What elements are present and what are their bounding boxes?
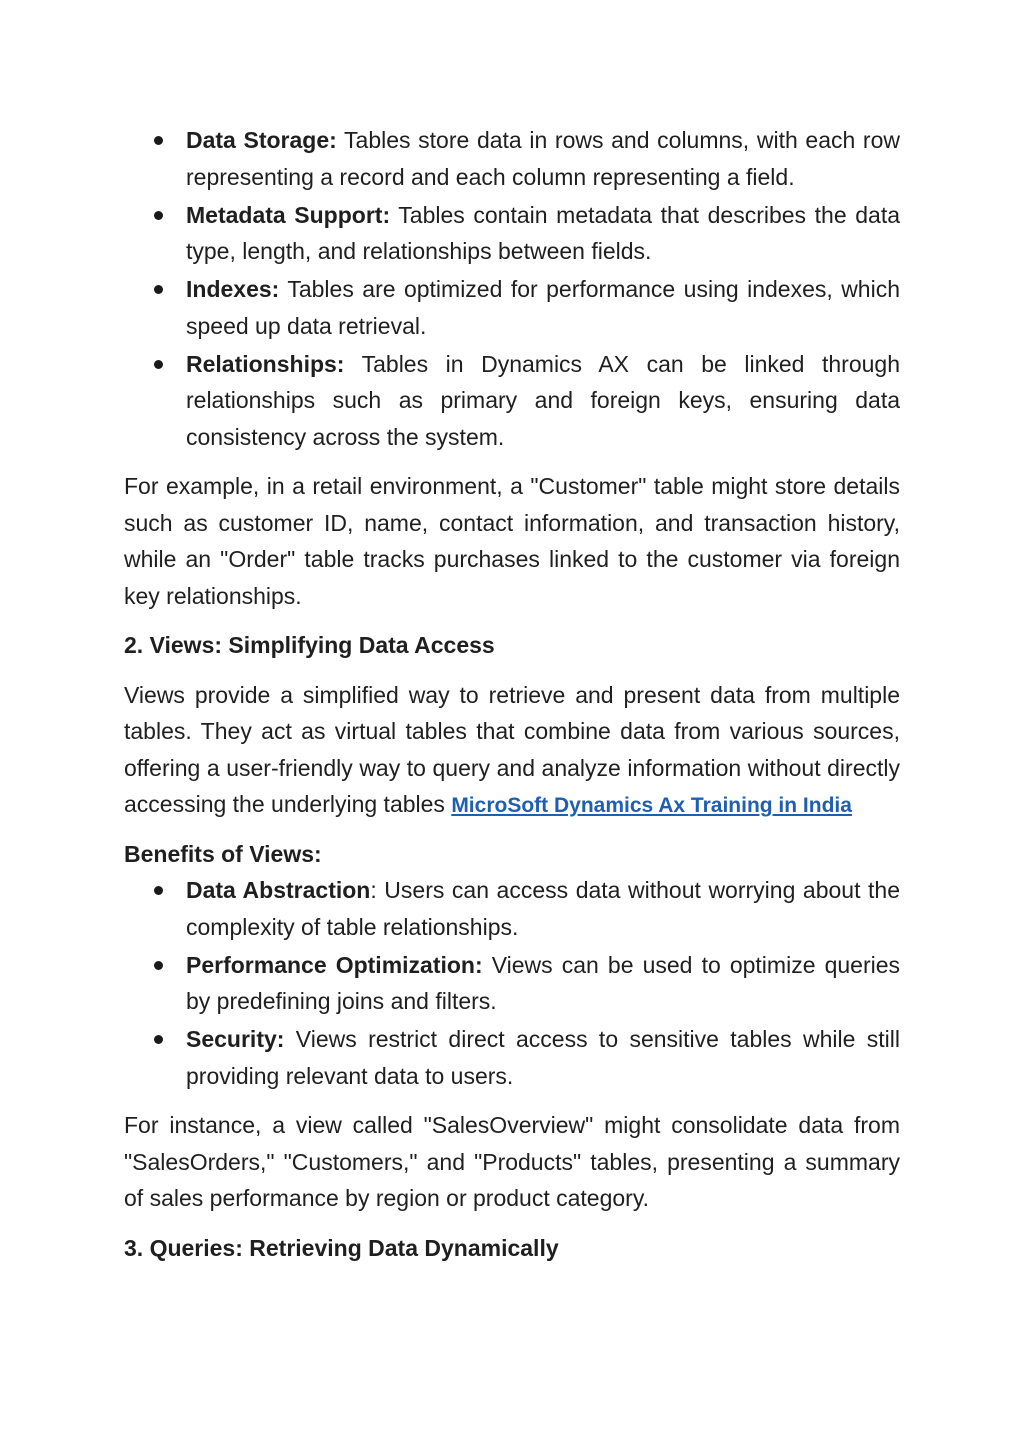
bullet-icon bbox=[154, 211, 163, 220]
list-item bbox=[186, 872, 900, 945]
list-item-term: Indexes: bbox=[186, 276, 280, 302]
list-item-term: Data Abstraction bbox=[186, 877, 371, 903]
document-page bbox=[124, 122, 900, 1266]
list-item bbox=[186, 947, 900, 1020]
benefits-list bbox=[124, 872, 900, 1094]
list-item-text: Tables store data in rows and columns, with each row representing a record and each column representing a field. bbox=[186, 127, 900, 190]
bullet-icon bbox=[154, 360, 163, 369]
list-item-term: Metadata Support: bbox=[186, 201, 391, 228]
list-item-text: : Users can access data without worrying about the complexity of table relationships. bbox=[186, 877, 900, 940]
table-features-list bbox=[124, 122, 900, 455]
list-item-text: Views can be used to optimize queries by predefining joins and filters. bbox=[186, 951, 901, 1014]
tables-example-paragraph: For example, in a retail environment, a "Customer" table might store details such as customer ID, name, contact information, and transaction history, while an "Order" table tracks purchases linked to the customer via foreign key relationships. bbox=[124, 473, 900, 609]
bullet-icon bbox=[154, 285, 163, 294]
list-item-text: Tables are optimized for performance using indexes, which speed up data retrieval. bbox=[186, 276, 900, 339]
training-link[interactable]: MicroSoft Dynamics Ax Training in India bbox=[451, 794, 852, 817]
list-item bbox=[186, 271, 900, 344]
bullet-icon bbox=[154, 1035, 163, 1044]
bullet-icon bbox=[154, 136, 163, 145]
queries-section-heading: 3. Queries: Retrieving Data Dynamically bbox=[124, 1234, 559, 1261]
list-item-text: Views restrict direct access to sensitive tables while still providing relevant data to users. bbox=[186, 1026, 900, 1089]
list-item-term: Performance Optimization: bbox=[186, 951, 483, 978]
views-paragraph bbox=[124, 677, 900, 825]
views-example-paragraph: For instance, a view called "SalesOverview" might consolidate data from "SalesOrders," "Customers," and "Products" tables, presenting a summary of sales performance by region or product category. bbox=[124, 1112, 900, 1211]
list-item-text: Tables in Dynamics AX can be linked through relationships such as primary and foreign keys, ensuring data consistency across the system. bbox=[186, 350, 900, 450]
list-item-term: Security: bbox=[186, 1026, 285, 1052]
bullet-icon bbox=[154, 886, 163, 895]
list-item-term: Data Storage: bbox=[186, 127, 337, 153]
list-item bbox=[186, 1021, 900, 1094]
list-item bbox=[186, 346, 900, 456]
bullet-icon bbox=[154, 961, 163, 970]
views-section-heading: 2. Views: Simplifying Data Access bbox=[124, 632, 495, 658]
benefits-heading: Benefits of Views: bbox=[124, 840, 322, 867]
list-item bbox=[186, 122, 900, 195]
list-item-term: Relationships: bbox=[186, 350, 345, 377]
views-paragraph-text: Views provide a simplified way to retrieve and present data from multiple tables. They act as virtual tables that combine data from various sources, offering a user-friendly way to query and analyze information without directly accessing the underlying tables bbox=[124, 681, 900, 817]
list-item-text: Tables contain metadata that describes the data type, length, and relationships between fields. bbox=[186, 201, 900, 264]
list-item bbox=[186, 197, 900, 270]
